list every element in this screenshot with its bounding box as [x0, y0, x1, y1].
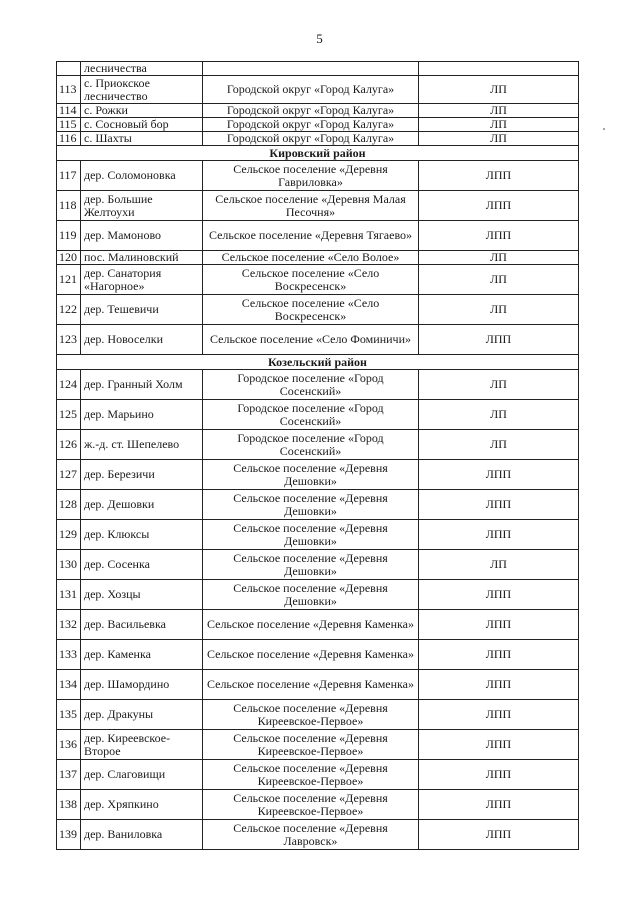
municipality-name: Сельское поселение «Село Волое»	[203, 251, 419, 265]
table-row	[57, 610, 579, 640]
municipality-name: Городское поселение «Город Сосенский»	[203, 430, 419, 460]
table-row	[57, 790, 579, 820]
row-number: 138	[57, 790, 81, 820]
municipality-name: Сельское поселение «Деревня Каменка»	[203, 640, 419, 670]
row-number: 119	[57, 221, 81, 251]
table-row	[57, 520, 579, 550]
table-row	[57, 400, 579, 430]
municipality-name: Сельское поселение «Деревня Киреевское-Первое»	[203, 760, 419, 790]
row-number: 122	[57, 295, 81, 325]
settlement-name: дер. Слаговищи	[81, 760, 203, 790]
table-row	[57, 760, 579, 790]
row-number: 136	[57, 730, 81, 760]
row-number: 116	[57, 132, 81, 146]
municipality-name: Сельское поселение «Деревня Каменка»	[203, 670, 419, 700]
row-number: 115	[57, 118, 81, 132]
site-type: ЛПП	[419, 221, 579, 251]
table-row	[57, 265, 579, 295]
row-number: 120	[57, 251, 81, 265]
row-number: 132	[57, 610, 81, 640]
district-header-row	[57, 146, 579, 161]
site-type: ЛП	[419, 400, 579, 430]
table-row	[57, 161, 579, 191]
municipality-name: Городское поселение «Город Сосенский»	[203, 370, 419, 400]
municipality-name: Сельское поселение «Деревня Малая Песочня»	[203, 191, 419, 221]
row-number: 118	[57, 191, 81, 221]
settlement-name: дер. Шамордино	[81, 670, 203, 700]
table-row	[57, 670, 579, 700]
settlement-name: дер. Ваниловка	[81, 820, 203, 850]
settlement-name: дер. Клюксы	[81, 520, 203, 550]
table-row	[57, 104, 579, 118]
municipality-name: Городской округ «Город Калуга»	[203, 132, 419, 146]
table-row	[57, 460, 579, 490]
row-number: 125	[57, 400, 81, 430]
row-number: 123	[57, 325, 81, 355]
site-type: ЛП	[419, 430, 579, 460]
municipality-name: Сельское поселение «Деревня Киреевское-Первое»	[203, 790, 419, 820]
row-number: 137	[57, 760, 81, 790]
row-number: 117	[57, 161, 81, 191]
table-row	[57, 62, 579, 76]
scan-speck	[603, 128, 605, 130]
settlement-name: с. Сосновый бор	[81, 118, 203, 132]
site-type: ЛПП	[419, 460, 579, 490]
site-type: ЛПП	[419, 730, 579, 760]
settlement-name: дер. Санатория «Нагорное»	[81, 265, 203, 295]
site-type: ЛП	[419, 370, 579, 400]
row-number: 134	[57, 670, 81, 700]
row-number	[57, 62, 81, 76]
table-row	[57, 370, 579, 400]
table-row	[57, 730, 579, 760]
municipality-name: Сельское поселение «Село Воскресенск»	[203, 295, 419, 325]
municipality-name: Сельское поселение «Деревня Дешовки»	[203, 490, 419, 520]
table-row	[57, 191, 579, 221]
site-type: ЛП	[419, 132, 579, 146]
site-type: ЛП	[419, 76, 579, 104]
table-row	[57, 221, 579, 251]
municipality-name: Сельское поселение «Деревня Гавриловка»	[203, 161, 419, 191]
settlement-name: дер. Мамоново	[81, 221, 203, 251]
site-type: ЛПП	[419, 700, 579, 730]
municipality-name: Сельское поселение «Деревня Дешовки»	[203, 550, 419, 580]
table-row	[57, 640, 579, 670]
table-row	[57, 325, 579, 355]
site-type: ЛПП	[419, 490, 579, 520]
site-type: ЛПП	[419, 760, 579, 790]
site-type: ЛП	[419, 265, 579, 295]
row-number: 121	[57, 265, 81, 295]
site-type: ЛПП	[419, 191, 579, 221]
settlement-name: дер. Соломоновка	[81, 161, 203, 191]
municipality-name: Сельское поселение «Деревня Каменка»	[203, 610, 419, 640]
settlement-name: дер. Дракуны	[81, 700, 203, 730]
site-type: ЛПП	[419, 790, 579, 820]
site-type: ЛП	[419, 550, 579, 580]
table-row	[57, 76, 579, 104]
municipality-name: Сельское поселение «Деревня Дешовки»	[203, 460, 419, 490]
table-row	[57, 118, 579, 132]
municipality-name: Сельское поселение «Село Воскресенск»	[203, 265, 419, 295]
site-type: ЛПП	[419, 161, 579, 191]
settlement-name: дер. Васильевка	[81, 610, 203, 640]
row-number: 130	[57, 550, 81, 580]
settlement-name: дер. Киреевское-Второе	[81, 730, 203, 760]
row-number: 124	[57, 370, 81, 400]
district-title: Козельский район	[57, 355, 579, 370]
row-number: 139	[57, 820, 81, 850]
settlement-name: лесничества	[81, 62, 203, 76]
site-type: ЛПП	[419, 325, 579, 355]
municipality-name: Сельское поселение «Деревня Дешовки»	[203, 520, 419, 550]
settlements-table	[56, 61, 579, 850]
table-row	[57, 251, 579, 265]
row-number: 129	[57, 520, 81, 550]
settlement-name: с. Рожки	[81, 104, 203, 118]
table-row	[57, 550, 579, 580]
row-number: 113	[57, 76, 81, 104]
site-type: ЛПП	[419, 610, 579, 640]
municipality-name: Сельское поселение «Деревня Тягаево»	[203, 221, 419, 251]
municipality-name: Городской округ «Город Калуга»	[203, 118, 419, 132]
site-type: ЛПП	[419, 670, 579, 700]
settlement-name: дер. Марьино	[81, 400, 203, 430]
table-row	[57, 490, 579, 520]
settlement-name: с. Приокское лесничество	[81, 76, 203, 104]
municipality-name: Сельское поселение «Деревня Киреевское-Первое»	[203, 730, 419, 760]
settlement-name: дер. Хозцы	[81, 580, 203, 610]
site-type: ЛПП	[419, 640, 579, 670]
row-number: 128	[57, 490, 81, 520]
site-type: ЛП	[419, 295, 579, 325]
site-type: ЛП	[419, 104, 579, 118]
municipality-name: Сельское поселение «Деревня Дешовки»	[203, 580, 419, 610]
row-number: 127	[57, 460, 81, 490]
site-type	[419, 62, 579, 76]
row-number: 133	[57, 640, 81, 670]
site-type: ЛПП	[419, 820, 579, 850]
row-number: 114	[57, 104, 81, 118]
district-title: Кировский район	[57, 146, 579, 161]
municipality-name	[203, 62, 419, 76]
settlement-name: дер. Хряпкино	[81, 790, 203, 820]
municipality-name: Сельское поселение «Деревня Киреевское-Первое»	[203, 700, 419, 730]
site-type: ЛП	[419, 251, 579, 265]
settlement-name: дер. Дешовки	[81, 490, 203, 520]
settlement-name: ж.-д. ст. Шепелево	[81, 430, 203, 460]
settlement-name: дер. Каменка	[81, 640, 203, 670]
row-number: 135	[57, 700, 81, 730]
settlement-name: с. Шахты	[81, 132, 203, 146]
page-number: 5	[316, 31, 323, 46]
row-number: 131	[57, 580, 81, 610]
settlement-name: дер. Новоселки	[81, 325, 203, 355]
settlement-name: дер. Большие Желтоухи	[81, 191, 203, 221]
settlement-name: дер. Гранный Холм	[81, 370, 203, 400]
table-row	[57, 820, 579, 850]
settlement-name: пос. Малиновский	[81, 251, 203, 265]
municipality-name: Городской округ «Город Калуга»	[203, 104, 419, 118]
municipality-name: Городское поселение «Город Сосенский»	[203, 400, 419, 430]
table-row	[57, 132, 579, 146]
settlement-name: дер. Березичи	[81, 460, 203, 490]
settlements-table-body	[57, 62, 579, 850]
municipality-name: Городской округ «Город Калуга»	[203, 76, 419, 104]
district-header-row	[57, 355, 579, 370]
table-row	[57, 430, 579, 460]
row-number: 126	[57, 430, 81, 460]
table-row	[57, 580, 579, 610]
table-row	[57, 700, 579, 730]
site-type: ЛПП	[419, 580, 579, 610]
settlement-name: дер. Тешевичи	[81, 295, 203, 325]
settlement-name: дер. Сосенка	[81, 550, 203, 580]
site-type: ЛПП	[419, 520, 579, 550]
municipality-name: Сельское поселение «Деревня Лавровск»	[203, 820, 419, 850]
municipality-name: Сельское поселение «Село Фоминичи»	[203, 325, 419, 355]
table-row	[57, 295, 579, 325]
site-type: ЛП	[419, 118, 579, 132]
